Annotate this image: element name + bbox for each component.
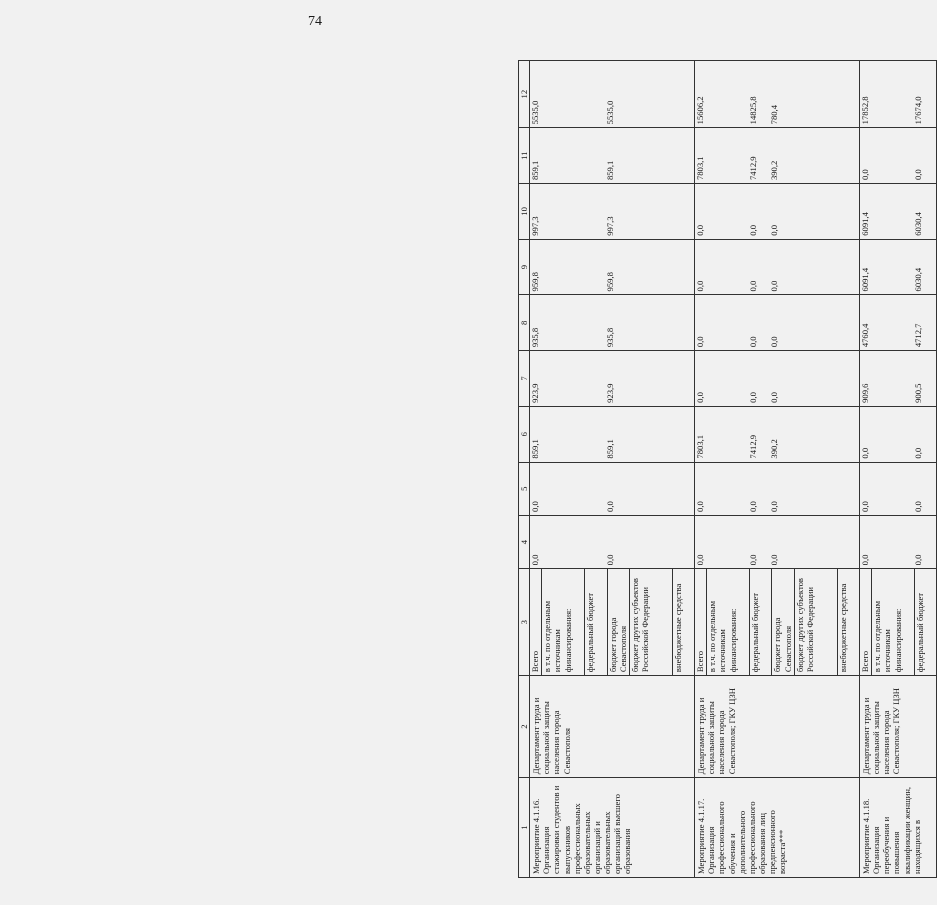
value-line [668,516,689,568]
funding-source-label: внебюджетные средства [837,583,848,673]
value-line: 0,0 [695,554,706,566]
funding-source-label: бюджет других субъектов Российской Федерации [630,569,673,675]
value-cell [530,295,695,351]
value-cell [530,351,695,407]
value-line [668,295,689,350]
value-line [626,128,668,183]
value-line: 390,2 [769,439,780,459]
measure-row [530,61,695,878]
executor: Департамент труда и социальной защиты населения города Севастополя [530,676,695,778]
value-line: 0,0 [860,447,871,459]
executor: Департамент труда и социальной защиты населения города Севастополя; ГКУ ЦЗН [695,676,860,778]
column-header: 3 [519,569,530,676]
value-cell [695,295,860,351]
value-cell [860,184,937,240]
value-line: 7412,9 [748,156,759,181]
value-cell [530,128,695,184]
value-line [791,516,833,568]
value-cell [530,515,695,568]
value-line: 17674,0 [913,96,924,125]
value-line: 0,0 [913,501,924,512]
value-line: 0,0 [748,501,759,512]
value-line: 0,0 [748,225,759,236]
value-line [541,184,583,239]
value-line: 935,8 [604,327,615,348]
value-line [626,407,668,462]
value-line [706,351,748,406]
value-line [541,407,583,462]
value-line: 959,8 [604,272,615,292]
value-line [871,295,913,350]
value-line [626,351,668,406]
value-line: 859,1 [604,439,615,459]
value-cell [695,128,860,184]
value-line: 0,0 [769,501,780,512]
table-frame [518,60,932,878]
value-cell [530,406,695,462]
value-line: 0,0 [530,501,541,512]
value-line: 0,0 [860,169,871,181]
value-line [833,240,854,295]
column-header: 9 [519,239,530,295]
value-line [583,295,604,350]
value-line [833,295,854,350]
funding-source-label: в т.ч. по отдельным источникам финансирования: [542,569,585,675]
executor: Департамент труда и социальной защиты населения города Севастополя; ГКУ ЦЗН [860,676,937,778]
value-line: 0,0 [695,392,706,403]
value-line: 0,0 [860,501,871,512]
value-cell [860,239,937,295]
value-line: 0,0 [913,169,924,181]
value-line: 7803,1 [695,156,706,181]
value-line [541,240,583,295]
column-header: 12 [519,61,530,128]
value-line: 5535,0 [604,100,615,125]
value-line: 390,2 [769,160,780,181]
value-line [871,516,913,568]
value-line [583,240,604,295]
value-line: 959,8 [530,272,541,292]
value-line [791,240,833,295]
value-line [706,463,748,515]
value-cell [860,515,937,568]
value-line: 0,0 [748,554,759,566]
value-line: 0,0 [913,447,924,459]
value-line: 0,0 [695,280,706,292]
value-line [791,61,833,127]
value-line [871,351,913,406]
value-line [871,61,913,127]
value-line: 859,1 [530,160,541,181]
value-cell [695,239,860,295]
value-line [706,295,748,350]
funding-table [518,60,937,878]
value-line: 0,0 [748,392,759,403]
value-line: 6030,4 [913,267,924,292]
column-header: 6 [519,406,530,462]
value-line: 859,1 [530,439,541,459]
value-line: 0,0 [530,554,541,566]
value-line: 0,0 [769,392,780,403]
value-cell [695,184,860,240]
value-line [541,61,583,127]
value-line [833,463,854,515]
value-line [668,61,689,127]
column-header: 4 [519,515,530,568]
value-line [668,407,689,462]
value-line: 0,0 [769,225,780,236]
value-line [626,61,668,127]
value-line: 0,0 [913,554,924,566]
value-line: 0,0 [695,336,706,348]
value-line [791,295,833,350]
value-line: 0,0 [769,336,780,348]
value-line [706,407,748,462]
value-line: 4712,7 [913,323,924,348]
value-line: 0,0 [748,336,759,348]
value-line [541,128,583,183]
value-cell [860,406,937,462]
value-line [871,407,913,462]
value-line [583,516,604,568]
column-header: 10 [519,184,530,240]
column-header: 2 [519,676,530,778]
measure-name: Мероприятие 4.1.17. Организация профессионального обучения и дополнительного профессионального образования лиц предпенсионного возраста*** [695,778,860,878]
value-cell [695,515,860,568]
value-line [871,184,913,239]
value-line: 0,0 [604,501,615,512]
funding-source-label: Всего [695,569,707,675]
value-line [791,351,833,406]
value-line [583,463,604,515]
value-line [833,61,854,127]
value-cell [860,61,937,128]
funding-source-label: внебюджетные средства [672,583,683,673]
value-line [583,407,604,462]
value-line: 859,1 [604,160,615,181]
value-cell [860,128,937,184]
value-line [833,128,854,183]
value-line [791,463,833,515]
value-line [583,184,604,239]
value-cell [860,351,937,407]
value-line: 900,5 [913,383,924,403]
funding-sources [860,569,937,676]
funding-sources [530,569,695,676]
value-line: 0,0 [695,225,706,236]
value-line [833,184,854,239]
value-line: 0,0 [860,554,871,566]
value-line [541,463,583,515]
value-line: 0,0 [748,280,759,292]
column-header: 1 [519,778,530,878]
measure-name: Мероприятие 4.1.18. Организация переобучения и повышения квалификации женщин, находящихся в [860,778,937,878]
value-line [668,184,689,239]
funding-source-label: федеральный бюджет [915,592,926,673]
value-line [626,240,668,295]
value-line: 5535,0 [530,100,541,125]
value-line [583,61,604,127]
value-cell [695,406,860,462]
measure-row [860,61,937,878]
funding-source-label: федеральный бюджет [585,569,607,675]
value-line [626,463,668,515]
value-cell [530,239,695,295]
value-cell [860,462,937,515]
value-line [668,351,689,406]
value-line: 7412,9 [748,434,759,459]
value-line [706,128,748,183]
funding-sources [695,569,860,676]
funding-source-label: Всего [860,569,872,675]
value-line: 923,9 [530,383,541,403]
value-line: 6091,4 [860,267,871,292]
value-line [541,516,583,568]
value-line [626,295,668,350]
funding-source-label: в т.ч. по отдельным источникам финансирования: [872,569,915,675]
value-line [583,351,604,406]
value-line [871,240,913,295]
value-line [833,351,854,406]
value-line: 4760,4 [860,323,871,348]
value-line: 780,4 [769,105,780,125]
funding-source-label: федеральный бюджет [750,569,772,675]
value-line [791,128,833,183]
funding-source-label: бюджет города Севастополя [608,569,630,675]
column-header: 8 [519,295,530,351]
value-cell [530,61,695,128]
value-line [871,128,913,183]
value-line: 14825,8 [748,96,759,125]
column-header: 11 [519,128,530,184]
value-line: 0,0 [604,554,615,566]
value-line: 935,8 [530,327,541,348]
value-line: 15606,2 [695,96,706,125]
column-header: 5 [519,462,530,515]
value-line: 0,0 [769,280,780,292]
column-header-row [519,61,530,878]
value-line [626,516,668,568]
value-line [668,128,689,183]
value-line [583,128,604,183]
funding-source-label: в т.ч. по отдельным источникам финансирования: [707,569,750,675]
value-line [706,240,748,295]
column-header: 7 [519,351,530,407]
value-line [833,407,854,462]
value-cell [695,351,860,407]
value-cell [860,295,937,351]
value-cell [530,184,695,240]
page-number: 74 [308,14,322,29]
value-cell [530,462,695,515]
value-line [541,351,583,406]
funding-source-label: бюджет других субъектов Российской Федерации [795,569,838,675]
value-line [706,61,748,127]
funding-source-label: Всего [530,569,542,675]
value-line: 7803,1 [695,434,706,459]
value-line [871,463,913,515]
value-line: 0,0 [695,501,706,512]
value-line: 923,9 [604,383,615,403]
value-line [706,184,748,239]
value-line: 6091,4 [860,212,871,236]
measure-name: Мероприятие 4.1.16. Организация стажировки студентов и выпускников профессиональных образовательных организаций и образовательных организаций высшего образования [530,778,695,878]
value-line: 997,3 [530,216,541,236]
value-line: 909,6 [860,383,871,403]
value-line: 6030,4 [913,212,924,236]
value-line: 997,3 [604,216,615,236]
value-line: 0,0 [769,554,780,566]
measure-row [695,61,860,878]
value-line [668,463,689,515]
value-line: 17852,8 [860,96,871,125]
value-line [791,184,833,239]
value-line [791,407,833,462]
value-line [541,295,583,350]
value-line [668,240,689,295]
value-line [833,516,854,568]
funding-source-label: бюджет города Севастополя [772,569,794,675]
value-line [706,516,748,568]
value-cell [695,462,860,515]
value-line [626,184,668,239]
value-cell [695,61,860,128]
